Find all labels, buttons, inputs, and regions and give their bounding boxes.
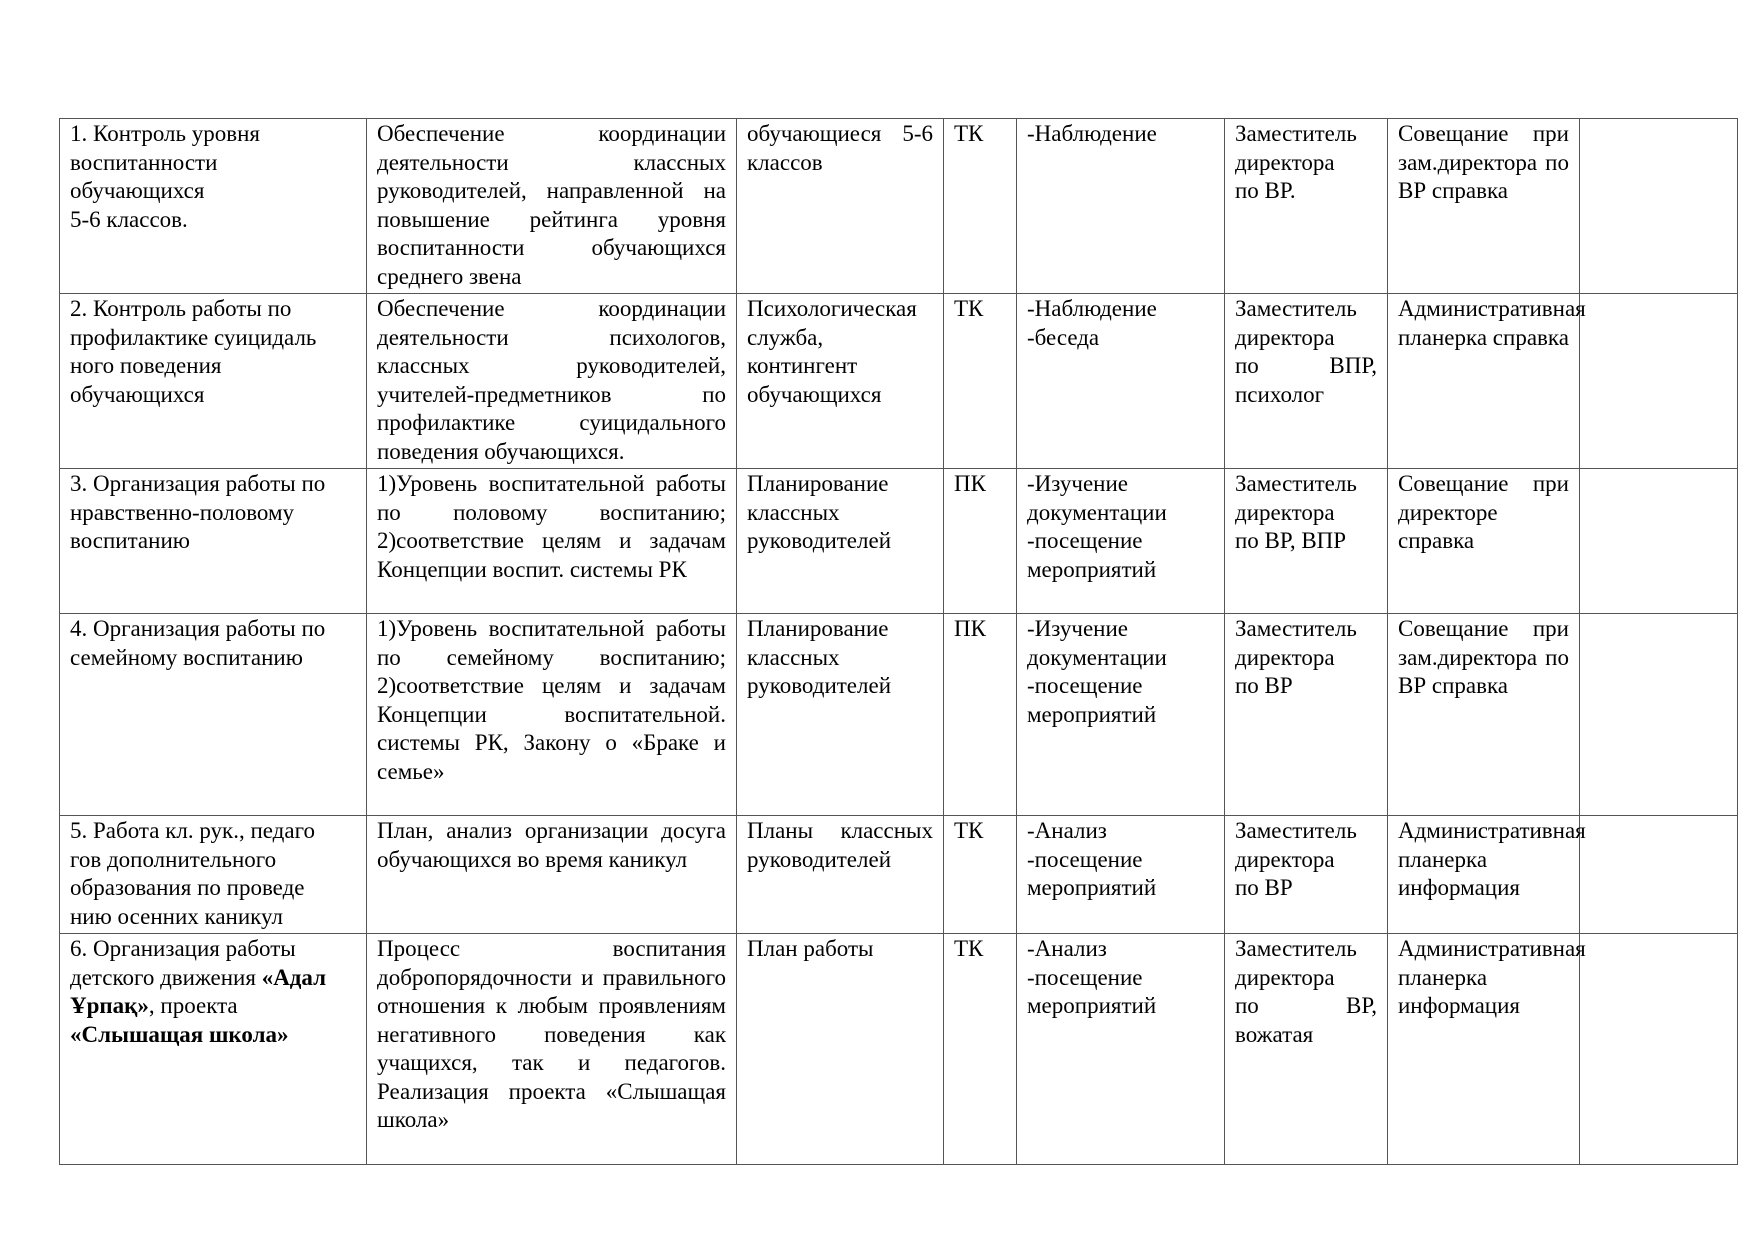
object-cell: План работы xyxy=(737,934,944,1165)
topic-cell xyxy=(60,816,367,934)
notes-cell xyxy=(1580,469,1738,614)
goal-cell: План, анализ организации досуга обучающихся во время каникул xyxy=(367,816,737,934)
control-type-cell: ТК xyxy=(944,294,1017,469)
method-line: -посещение xyxy=(1027,964,1143,990)
goal-cell: 1)Уровень воспитательной работы по половому воспитанию; 2)соответствие целям и задачам Концепции воспит. системы РК xyxy=(367,469,737,614)
responsible-line: директора xyxy=(1235,964,1335,990)
table-row xyxy=(60,469,1738,614)
topic-line: ного поведения xyxy=(70,353,222,378)
goal-cell: Процесс воспитания добропорядочности и правильного отношения к любым проявлениям негативного поведения как учащихся, так и педагогов. Реализация проекта «Слышащая школа» xyxy=(367,934,737,1165)
topic-line: 3. Организация работы по xyxy=(70,471,326,496)
responsible-line: директора xyxy=(1235,644,1335,670)
movement-name: «Адал Ұрпақ» xyxy=(70,964,327,1018)
control-type-cell: ПК xyxy=(944,614,1017,816)
result-cell: Административная планерка информация xyxy=(1388,934,1580,1165)
notes-cell xyxy=(1580,614,1738,816)
topic-line: обучающихся xyxy=(70,381,205,407)
topic-cell xyxy=(60,934,367,1165)
method-cell xyxy=(1017,119,1225,294)
topic-line: 2. Контроль работы по xyxy=(70,296,292,321)
table-row xyxy=(60,294,1738,469)
topic-line: профилактике суицидаль xyxy=(70,324,317,350)
responsible-line: Заместитель xyxy=(1235,471,1357,496)
table-row xyxy=(60,614,1738,816)
table-row xyxy=(60,934,1738,1165)
responsible-line: по ВР xyxy=(1235,875,1293,900)
topic-line: нию осенних каникул xyxy=(70,903,283,929)
responsible-cell xyxy=(1225,119,1388,294)
method-line: -Анализ xyxy=(1027,936,1107,961)
method-cell xyxy=(1017,816,1225,934)
topic-line: 5-6 классов. xyxy=(70,206,188,232)
topic-line: образования по проведе xyxy=(70,875,305,900)
method-line: -Изучение xyxy=(1027,471,1128,496)
control-plan-table xyxy=(59,118,1738,1165)
responsible-line: по ВР, вожатая xyxy=(1235,993,1377,1047)
project-name: «Слышащая школа» xyxy=(70,1021,289,1047)
responsible-line: Заместитель xyxy=(1235,616,1357,641)
responsible-cell xyxy=(1225,614,1388,816)
method-line: мероприятий xyxy=(1027,875,1157,900)
topic-line: гов дополнительного xyxy=(70,846,277,872)
control-type-cell: ПК xyxy=(944,469,1017,614)
notes-cell xyxy=(1580,816,1738,934)
control-type-cell: ТК xyxy=(944,119,1017,294)
result-cell: Административная планерка информация xyxy=(1388,816,1580,934)
method-line: документации xyxy=(1027,499,1167,525)
topic-line: 4. Организация работы по xyxy=(70,616,326,641)
method-line: -посещение xyxy=(1027,673,1143,698)
table-row xyxy=(60,119,1738,294)
responsible-cell xyxy=(1225,934,1388,1165)
topic-line: 5. Работа кл. рук., педаго xyxy=(70,818,315,843)
control-type-cell: ТК xyxy=(944,934,1017,1165)
responsible-line: директора xyxy=(1235,324,1335,350)
responsible-cell xyxy=(1225,469,1388,614)
method-cell xyxy=(1017,614,1225,816)
topic-cell xyxy=(60,294,367,469)
responsible-line: директора xyxy=(1235,499,1335,525)
method-line: -Наблюдение xyxy=(1027,296,1157,321)
method-cell xyxy=(1017,294,1225,469)
responsible-line: Заместитель xyxy=(1235,936,1357,961)
responsible-line: Заместитель xyxy=(1235,296,1357,321)
method-line: -Изучение xyxy=(1027,616,1128,641)
responsible-cell xyxy=(1225,294,1388,469)
method-line: -беседа xyxy=(1027,324,1100,350)
method-line: -посещение xyxy=(1027,528,1143,553)
notes-cell xyxy=(1580,119,1738,294)
responsible-line: по ВР, ВПР xyxy=(1235,528,1347,553)
object-cell: Планирование классных руководителей xyxy=(737,469,944,614)
method-cell xyxy=(1017,934,1225,1165)
result-cell: Административная планерка справка xyxy=(1388,294,1580,469)
topic-line: обучающихся xyxy=(70,178,205,203)
object-cell: Психологическая служба, контингент обучающихся xyxy=(737,294,944,469)
notes-cell xyxy=(1580,934,1738,1165)
topic-line: семейному воспитанию xyxy=(70,644,303,670)
responsible-line: по ВПР, психолог xyxy=(1235,353,1377,407)
responsible-line: по ВР xyxy=(1235,673,1293,698)
topic-line: воспитанию xyxy=(70,528,190,553)
method-line: документации xyxy=(1027,644,1167,670)
method-line: -Анализ xyxy=(1027,818,1107,843)
object-cell: обучающиеся 5-6 классов xyxy=(737,119,944,294)
topic-text: 6. Организация работы детского движения xyxy=(70,936,296,990)
responsible-cell xyxy=(1225,816,1388,934)
method-line: -Наблюдение xyxy=(1027,121,1157,146)
result-cell: Совещание при зам.директора по ВР справка xyxy=(1388,614,1580,816)
responsible-line: Заместитель xyxy=(1235,121,1357,146)
result-cell: Совещание при директоре справка xyxy=(1388,469,1580,614)
method-line: мероприятий xyxy=(1027,556,1157,582)
responsible-line: директора xyxy=(1235,846,1335,872)
topic-cell xyxy=(60,614,367,816)
result-cell: Совещание при зам.директора по ВР справка xyxy=(1388,119,1580,294)
responsible-line: директора xyxy=(1235,149,1335,175)
notes-cell xyxy=(1580,294,1738,469)
goal-cell: Обеспечение координации деятельности психологов, классных руководителей, учителей-предметников по профилактике суицидального поведения обучающихся. xyxy=(367,294,737,469)
object-cell: Планирование классных руководителей xyxy=(737,614,944,816)
method-line: -посещение xyxy=(1027,846,1143,872)
topic-line: 1. Контроль уровня xyxy=(70,121,260,146)
object-cell: Планы классных руководителей xyxy=(737,816,944,934)
topic-line: нравственно-половому xyxy=(70,499,295,525)
topic-text: , проекта xyxy=(148,993,238,1018)
topic-line: воспитанности xyxy=(70,149,218,175)
goal-cell: 1)Уровень воспитательной работы по семейному воспитанию; 2)соответствие целям и задачам Концепции воспитательной. системы РК, Закону о «Браке и семье» xyxy=(367,614,737,816)
responsible-line: Заместитель xyxy=(1235,818,1357,843)
method-cell xyxy=(1017,469,1225,614)
responsible-line: по ВР. xyxy=(1235,178,1296,203)
table-row xyxy=(60,816,1738,934)
method-line: мероприятий xyxy=(1027,993,1157,1018)
goal-cell: Обеспечение координации деятельности классных руководителей, направленной на повышение рейтинга уровня воспитанности обучающихся среднего звена xyxy=(367,119,737,294)
topic-cell xyxy=(60,119,367,294)
control-type-cell: ТК xyxy=(944,816,1017,934)
topic-cell xyxy=(60,469,367,614)
method-line: мероприятий xyxy=(1027,701,1157,727)
